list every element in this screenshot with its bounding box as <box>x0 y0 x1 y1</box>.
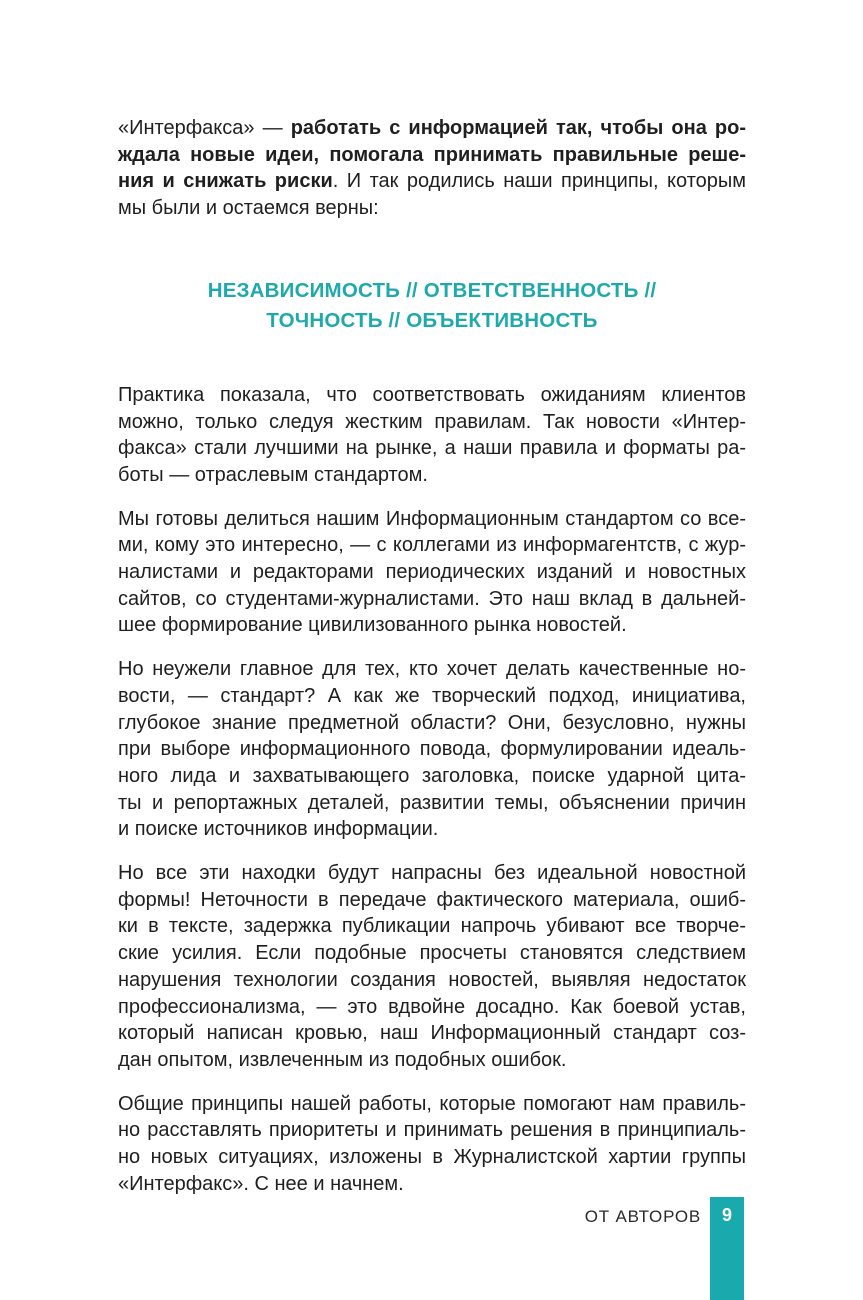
intro-bold-3: ния и снижать риски <box>118 170 333 193</box>
paragraph-line: и поиске источников информации. <box>118 818 439 841</box>
paragraph-line: факса» стали лучшими на рынке, а наши правила и форматы ра- <box>118 437 746 460</box>
principles-line-1: НЕЗАВИСИМОСТЬ // ОТВЕТСТВЕННОСТЬ // <box>207 278 657 302</box>
paragraph-line: ми, кому это интересно, — с коллегами из информагентств, с жур- <box>118 534 746 557</box>
body-paragraph <box>118 860 746 1074</box>
paragraph-line: Но неужели главное для тех, кто хочет делать качественные но- <box>118 658 746 681</box>
paragraph-line: вости, — стандарт? А как же творческий подход, инициатива, <box>118 684 746 707</box>
body-paragraphs <box>118 382 746 1198</box>
intro-bold-1: работать с информацией так, чтобы она ро- <box>290 117 746 139</box>
paragraph-line: Но все эти находки будут напрасны без идеальной новостной <box>118 862 746 885</box>
paragraph-line: шее формирование цивилизованного рынка новостей. <box>118 614 627 637</box>
paragraph-line: Общие принципы нашей работы, которые помогают нам правиль- <box>118 1092 746 1115</box>
running-footer-section: ОТ АВТОРОВ <box>584 1207 701 1226</box>
paragraph-line: Мы готовы делиться нашим Информационным стандартом со все- <box>118 507 746 530</box>
paragraph-line: ного лида и захватывающего заголовка, поиске ударной цита- <box>118 764 746 787</box>
intro-line-1 <box>118 115 746 142</box>
page-number: 9 <box>721 1205 732 1225</box>
paragraph-line: можно, только следуя жестким правилам. Так новости «Интер- <box>118 410 746 433</box>
paragraph-line: ты и репортажных деталей, развитии темы, объяснении причин <box>118 791 746 814</box>
paragraph-line: нарушения технологии создания новостей, выявляя недостаток <box>118 968 746 991</box>
paragraph-line: но расставлять приоритеты и принимать решения в принципиаль- <box>118 1119 746 1142</box>
paragraph-line: «Интерфакс». С нее и начнем. <box>118 1172 404 1195</box>
paragraph-line: Практика показала, что соответствовать ожиданиям клиентов <box>118 383 746 406</box>
paragraph-line: ки в тексте, задержка публикации напрочь убивают все творче- <box>118 915 746 938</box>
page-body <box>118 115 746 1215</box>
intro-text-3b: . И так родились наши принципы, которым <box>332 170 746 193</box>
paragraph-line: но новых ситуациях, изложены в Журналистской хартии группы <box>118 1146 746 1169</box>
paragraph-line: боты — отраслевым стандартом. <box>118 463 428 486</box>
paragraph-line: налистами и редакторами периодических изданий и новостных <box>118 561 746 584</box>
paragraph-line: ские усилия. Если подобные просчеты становятся следствием <box>118 942 746 965</box>
principles-line-2: ТОЧНОСТЬ // ОБЪЕКТИВНОСТЬ <box>266 308 598 332</box>
paragraph-line: дан опытом, извлеченным из подобных ошибок. <box>118 1048 567 1071</box>
body-paragraph <box>118 1091 746 1198</box>
paragraph-line: профессионализма, — это вдвойне досадно. Как боевой устав, <box>118 995 746 1018</box>
paragraph-line: при выборе информационного повода, формулировании идеаль- <box>118 738 746 761</box>
intro-line-2 <box>118 142 746 169</box>
paragraph-line: который написан кровью, наш Информационный стандарт соз- <box>118 1022 746 1045</box>
intro-bold-2: ждала новые идеи, помогала принимать правильные реше- <box>118 143 746 166</box>
principles-heading <box>118 276 746 336</box>
body-paragraph <box>118 506 746 640</box>
paragraph-line: глубокое знание предметной области? Они, безусловно, нужны <box>118 711 746 734</box>
intro-paragraph <box>118 115 746 222</box>
page-number-tab <box>710 1197 744 1300</box>
intro-line-3 <box>118 168 746 195</box>
intro-text-1a: «Интерфакса» — <box>118 117 291 139</box>
body-paragraph <box>118 656 746 843</box>
body-paragraph <box>118 382 746 489</box>
intro-line-4: мы были и остаемся верны: <box>118 197 379 220</box>
paragraph-line: формы! Неточности в передаче фактического материала, ошиб- <box>118 888 746 911</box>
paragraph-line: сайтов, со студентами-журналистами. Это наш вклад в дальней- <box>118 587 746 610</box>
